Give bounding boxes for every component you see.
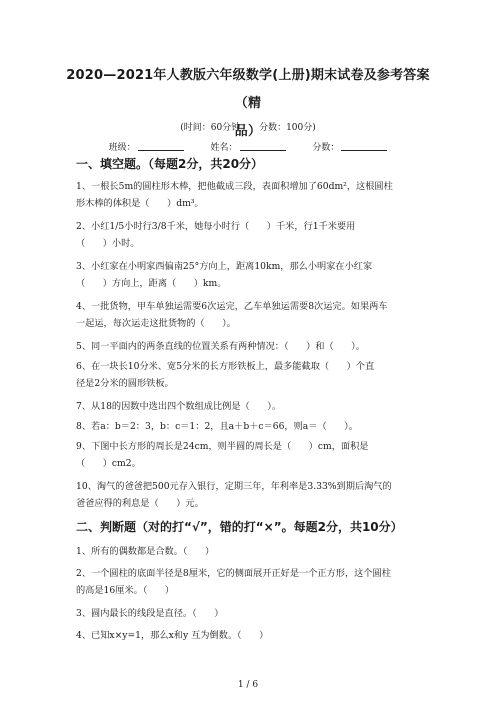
question-line: 10、淘气的爸爸把500元存入银行，定期三年，年利率是3.33%到期后淘气的 <box>76 481 392 492</box>
name-field <box>210 140 285 153</box>
question-line: 4、已知x×y=1，那么x和y 互为倒数。（ ） <box>76 630 269 641</box>
question-line: 3、圆内最长的线段是直径。（ ） <box>76 608 224 619</box>
question-line: 1、一根长5m的圆柱形木棒，把他截成三段，表面积增加了60dm²，这根圆柱 <box>76 181 393 192</box>
question-line: （ ）小时。 <box>76 238 140 249</box>
score-field <box>312 140 387 153</box>
page-number: 1 / 6 <box>237 680 259 690</box>
question-line: 1、所有的偶数都是合数。（ ） <box>76 546 215 557</box>
question-line: 的高是16厘米。（ ） <box>76 585 175 596</box>
score-label: 分数： <box>312 143 340 153</box>
question-line: 一起运，每次运走这批货物的（ ）。 <box>76 318 236 329</box>
question-line: 9、下图中长方形的周长是24cm，则半圆的周长是（ ）cm，面积是 <box>76 441 369 452</box>
question-line: （ ）方向上，距离（ ）km。 <box>76 278 227 289</box>
question-line: 2、一个圆柱的底面半径是8厘米，它的侧面展开正好是一个正方形，这个圆柱 <box>76 568 391 579</box>
question-line: 7、从18的因数中选出四个数组成比例是（ ）。 <box>76 401 282 412</box>
question-line: 2、小红1/5小时行3/8千米，她每小时行（ ）千米，行1千米要用 <box>76 221 356 232</box>
class-blank[interactable] <box>138 140 184 151</box>
question-line: 3、小红家在小明家西偏南25°方向上，距离10km，那么小明家在小红家 <box>76 261 373 272</box>
exam-meta <box>0 120 496 133</box>
question-line: 6、在一块长10分米、宽5分米的长方形铁板上，最多能截取（ ）个直 <box>76 361 375 372</box>
class-label: 班级： <box>108 143 136 153</box>
class-field <box>109 140 184 153</box>
question-line: 形木棒的体积是（ ）dm³。 <box>76 198 204 209</box>
question-line: 4、一批货物，甲车单独运需要6次运完，乙车单独运需要8次运完。如果两车 <box>76 301 388 312</box>
score-text: 分数：100分) <box>259 123 316 133</box>
student-info-fields <box>0 140 496 153</box>
question-line: 5、同一平面内的两条直线的位置关系有两种情况：（ ）和（ ）。 <box>76 341 365 352</box>
question-line: （ ）cm2。 <box>76 458 141 469</box>
question-line: 爸爸应得的利息是（ ）元。 <box>76 498 204 509</box>
section1-heading: 一、填空题。（每题2分，共20分） <box>76 157 264 171</box>
question-line: 8、若a：b＝2：3，b：c＝1：2，且a＋b＋c＝66，则a＝（ ）。 <box>76 421 358 432</box>
question-line: 径是2分米的圆形铁板。 <box>76 378 174 389</box>
time-text: (时间：60分钟 <box>180 123 241 133</box>
section2-heading: 二、判断题（对的打“√”，错的打“×”。每题2分，共10分） <box>76 520 403 534</box>
name-label: 姓名： <box>210 143 238 153</box>
title-line-1: 2020—2021年人教版六年级数学(上册)期末试卷及参考答案（精 <box>66 68 430 111</box>
page-title <box>60 62 436 146</box>
name-blank[interactable] <box>240 140 286 151</box>
title-line-2: 品） <box>234 124 262 139</box>
score-blank[interactable] <box>341 140 387 151</box>
